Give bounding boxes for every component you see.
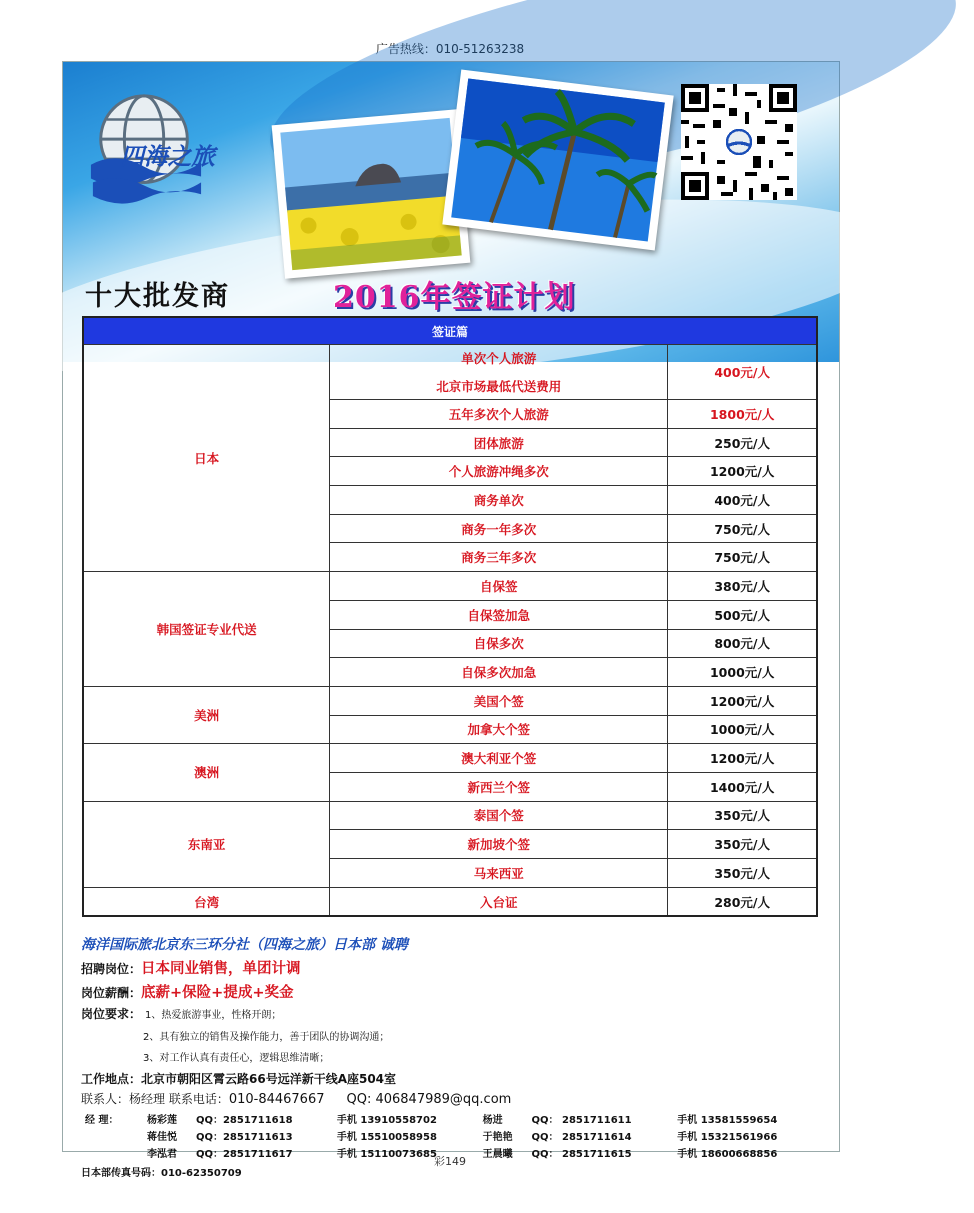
visa-item-cell: 商务一年多次 — [330, 514, 668, 543]
work-address: 工作地点：北京市朝阳区霄云路66号远洋新干线A座504室 — [81, 1072, 397, 1086]
price-cell: 400元/人 — [668, 345, 817, 400]
requirement-1: 1、热爱旅游事业，性格开朗； — [145, 1010, 282, 1021]
visa-item-note: 北京市场最低代送费用 — [436, 379, 562, 394]
price-cell: 380元/人 — [668, 572, 817, 601]
ad-hotline: 广告热线：010-51263238 — [375, 42, 525, 56]
qr-code — [681, 84, 797, 200]
visa-item-cell: 自保多次加急 — [330, 658, 668, 687]
position-value: 日本同业销售，单团计调 — [141, 961, 301, 977]
table-row — [83, 345, 817, 400]
visa-item-cell: 五年多次个人旅游 — [330, 400, 668, 429]
salary-label: 岗位薪酬： — [81, 986, 142, 1000]
staff-mobile: 手机 13581559654 — [677, 1115, 778, 1126]
region-cell: 澳洲 — [83, 744, 330, 801]
price-cell: 1200元/人 — [668, 744, 817, 773]
staff-qq: QQ：2851711613 — [195, 1132, 293, 1143]
contact-qq: QQ: 406847989@qq.com — [346, 1092, 512, 1107]
price-cell: 1400元/人 — [668, 772, 817, 801]
price-cell: 500元/人 — [668, 600, 817, 629]
table-header: 签证篇 — [83, 317, 817, 345]
contact-label: 联系人：杨经理 联系电话： — [81, 1092, 229, 1106]
price-cell: 1000元/人 — [668, 658, 817, 687]
visa-item-cell: 新西兰个签 — [330, 772, 668, 801]
staff-qq: QQ：2851711617 — [195, 1149, 293, 1160]
recruitment-section — [81, 934, 821, 1179]
visa-plan-title: 2016年签证计划 — [333, 280, 576, 315]
visa-item-cell: 团体旅游 — [330, 428, 668, 457]
visa-price-table — [82, 316, 818, 917]
table-row — [83, 686, 817, 715]
palm-photo — [442, 70, 673, 251]
visa-item-cell: 自保签 — [330, 572, 668, 601]
staff-row — [83, 1111, 819, 1126]
price-cell: 1200元/人 — [668, 686, 817, 715]
price-cell: 400元/人 — [668, 486, 817, 515]
price-cell: 800元/人 — [668, 629, 817, 658]
table-row — [83, 887, 817, 916]
position-label: 招聘岗位： — [81, 962, 142, 976]
price-cell: 1000元/人 — [668, 715, 817, 744]
staff-mobile: 手机 15510058958 — [336, 1132, 437, 1143]
price-cell: 350元/人 — [668, 859, 817, 888]
contact-phone: 010-84467667 — [228, 1092, 325, 1107]
staff-mobile: 手机 15110073685 — [336, 1149, 437, 1160]
requirements-label: 岗位要求： — [81, 1007, 142, 1021]
wholesaler-title: 十大批发商 — [85, 281, 230, 312]
staff-mobile: 手机 18600668856 — [677, 1149, 778, 1160]
price-cell: 250元/人 — [668, 428, 817, 457]
visa-item-cell: 澳大利亚个签 — [330, 744, 668, 773]
staff-name: 王晨曦 — [482, 1149, 513, 1160]
staff-name: 蒋佳悦 — [147, 1132, 177, 1143]
requirement-2: 2、具有独立的销售及操作能力，善于团队的协调沟通； — [143, 1032, 390, 1043]
visa-item-cell: 加拿大个签 — [330, 715, 668, 744]
staff-qq: QQ： 2851711614 — [531, 1132, 632, 1143]
region-cell: 东南亚 — [83, 801, 330, 887]
table-row — [83, 801, 817, 830]
visa-item-cell: 马来西亚 — [330, 859, 668, 888]
visa-item-cell: 商务单次 — [330, 486, 668, 515]
price-cell: 280元/人 — [668, 887, 817, 916]
staff-qq: QQ： 2851711611 — [531, 1115, 632, 1126]
staff-qq: QQ： 2851711615 — [531, 1149, 632, 1160]
staff-row — [83, 1128, 819, 1143]
price-cell: 350元/人 — [668, 830, 817, 859]
island-photo — [272, 109, 471, 279]
price-cell: 350元/人 — [668, 801, 817, 830]
staff-name: 于艳艳 — [482, 1132, 513, 1143]
visa-item-cell: 自保多次 — [330, 629, 668, 658]
table-row — [83, 744, 817, 773]
requirement-3: 3、对工作认真有责任心，逻辑思维清晰； — [143, 1053, 330, 1064]
visa-item-cell: 自保签加急 — [330, 600, 668, 629]
staff-name: 杨进 — [482, 1115, 503, 1126]
region-cell: 美洲 — [83, 686, 330, 743]
svg-text:四海之旅: 四海之旅 — [120, 142, 215, 171]
region-cell: 台湾 — [83, 887, 330, 916]
staff-name: 杨彩莲 — [147, 1115, 177, 1126]
spacer-cell — [83, 1128, 143, 1143]
visa-item-cell: 新加坡个签 — [330, 830, 668, 859]
staff-name: 李泓君 — [147, 1149, 177, 1160]
fax-number: 日本部传真号码：010-62350709 — [81, 1168, 242, 1179]
visa-item-cell: 入台证 — [330, 887, 668, 916]
recruit-title: 海洋国际旅北京东三环分社（四海之旅）日本部 诚聘 — [81, 937, 408, 953]
table-header-row — [83, 317, 817, 345]
staff-mobile: 手机 13910558702 — [336, 1115, 437, 1126]
price-cell: 1200元/人 — [668, 457, 817, 486]
manager-label: 经 理： — [85, 1115, 119, 1126]
staff-qq: QQ：2851711618 — [195, 1115, 293, 1126]
visa-item-cell: 美国个签 — [330, 686, 668, 715]
visa-item: 单次个人旅游 — [461, 351, 537, 366]
region-cell: 日本 — [83, 345, 330, 572]
company-logo — [87, 88, 215, 206]
staff-mobile: 手机 15321561966 — [677, 1132, 778, 1143]
visa-item-cell: 泰国个签 — [330, 801, 668, 830]
price-cell: 750元/人 — [668, 514, 817, 543]
price-cell: 1800元/人 — [668, 400, 817, 429]
table-row — [83, 572, 817, 601]
region-cell: 韩国签证专业代送 — [83, 572, 330, 687]
salary-value: 底薪+保险+提成+奖金 — [141, 985, 294, 1001]
visa-item-cell — [330, 345, 668, 400]
page-number: 彩149 — [434, 1155, 466, 1168]
visa-item-cell: 商务三年多次 — [330, 543, 668, 572]
price-cell: 750元/人 — [668, 543, 817, 572]
visa-item-cell: 个人旅游冲绳多次 — [330, 457, 668, 486]
